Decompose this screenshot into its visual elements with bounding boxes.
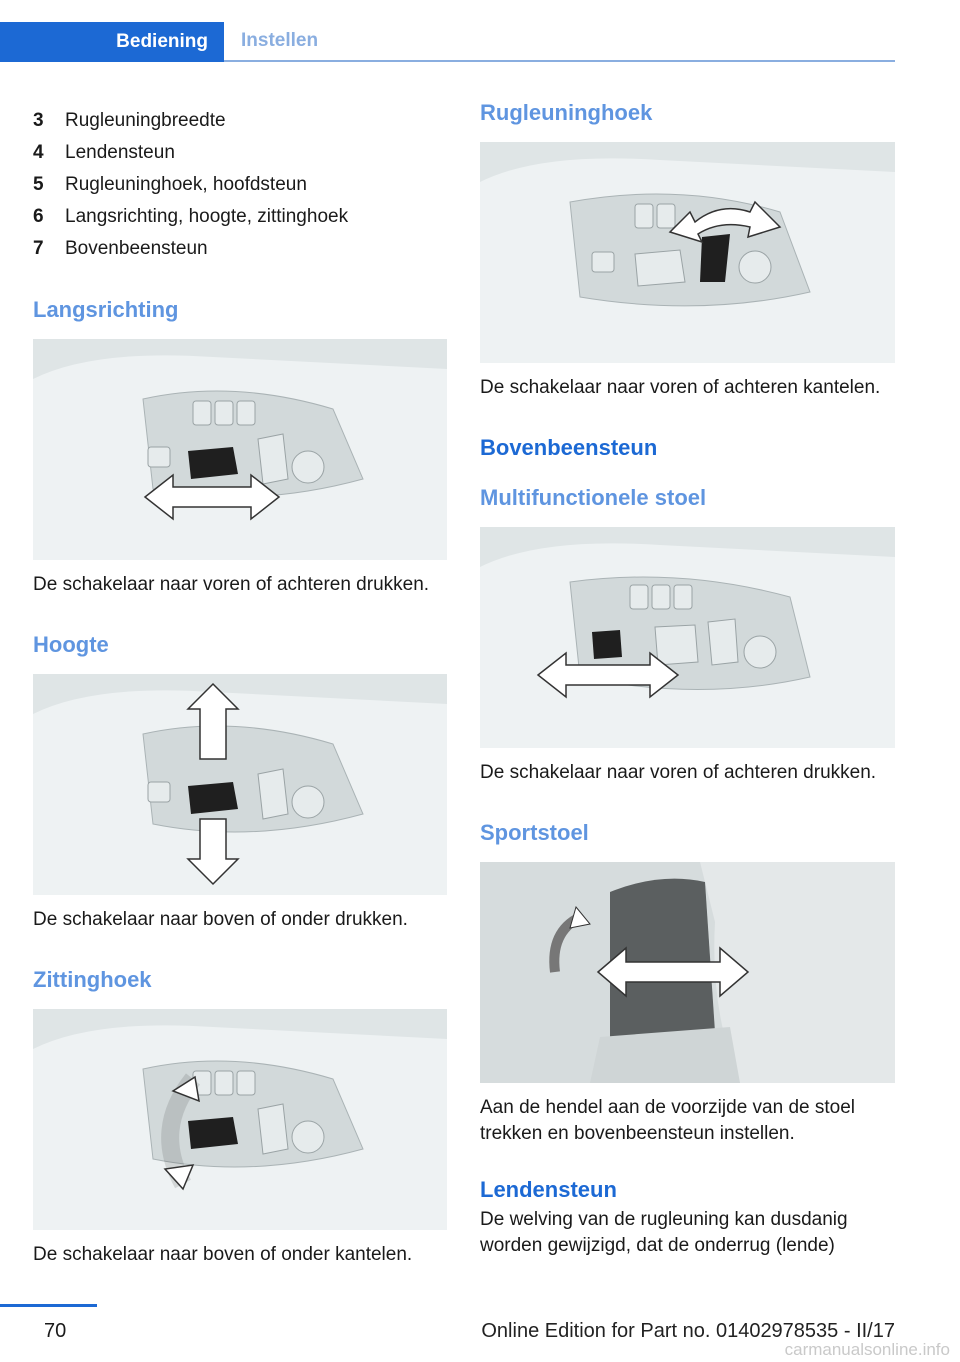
header-tabs xyxy=(0,0,895,62)
list-number: 3 xyxy=(33,110,44,131)
list-text: Lendensteun xyxy=(65,142,175,163)
list-item xyxy=(33,169,447,201)
list-item xyxy=(33,233,447,265)
heading-multifunctionele: Multifunctionele stoel xyxy=(480,485,707,510)
heading-lendensteun: Lendensteun xyxy=(480,1177,617,1202)
figure-rugleuninghoek xyxy=(480,142,895,363)
footer-divider xyxy=(0,1304,97,1307)
heading-rugleuninghoek: Rugleuninghoek xyxy=(480,100,653,125)
figure-hoogte xyxy=(33,674,447,895)
list-number: 5 xyxy=(33,174,44,195)
list-number: 6 xyxy=(33,206,44,227)
heading-zittinghoek: Zittinghoek xyxy=(33,967,152,992)
list-number: 4 xyxy=(33,142,44,163)
edition-note: Online Edition for Part no. 01402978535 - II/17 xyxy=(481,1320,895,1342)
tab-bediening[interactable]: Bediening xyxy=(0,22,224,62)
figure-sportstoel xyxy=(480,862,895,1083)
watermark: carmanualsonline.info xyxy=(784,1340,950,1359)
page-number: 70 xyxy=(44,1320,67,1342)
list-text: Rugleuningbreedte xyxy=(65,110,226,131)
list-number: 7 xyxy=(33,238,44,259)
caption-langsrichting: De schakelaar naar voren of achteren drukken. xyxy=(33,574,430,595)
figure-multifunctionele xyxy=(480,527,895,748)
right-column xyxy=(480,100,895,1259)
tab-divider xyxy=(224,60,895,62)
caption-sportstoel: Aan de hendel aan de voorzijde van de stoel trekken en bovenbeensteun instellen. xyxy=(480,1097,855,1144)
heading-hoogte: Hoogte xyxy=(33,632,109,657)
numbered-list xyxy=(33,105,447,265)
caption-rugleuninghoek: De schakelaar naar voren of achteren kantelen. xyxy=(480,377,881,398)
tab-instellen[interactable]: Instellen xyxy=(241,30,319,51)
list-item xyxy=(33,137,447,169)
list-item xyxy=(33,105,447,137)
list-text: Rugleuninghoek, hoofdsteun xyxy=(65,174,307,195)
left-column xyxy=(33,105,447,1268)
figure-zittinghoek xyxy=(33,1009,447,1230)
text-lendensteun: De welving van de rugleuning kan dusdanig worden gewijzigd, dat de onderrug (lende) xyxy=(480,1209,848,1256)
caption-multifunctionele: De schakelaar naar voren of achteren drukken. xyxy=(480,762,877,783)
figure-langsrichting xyxy=(33,339,447,560)
heading-bovenbeensteun: Bovenbeensteun xyxy=(480,435,658,460)
caption-hoogte: De schakelaar naar boven of onder drukken. xyxy=(33,909,408,930)
list-text: Langsrichting, hoogte, zittinghoek xyxy=(65,206,349,227)
list-item xyxy=(33,201,447,233)
caption-zittinghoek: De schakelaar naar boven of onder kantelen. xyxy=(33,1244,413,1265)
list-text: Bovenbeensteun xyxy=(65,238,208,259)
heading-langsrichting: Langsrichting xyxy=(33,297,179,322)
heading-sportstoel: Sportstoel xyxy=(480,820,589,845)
